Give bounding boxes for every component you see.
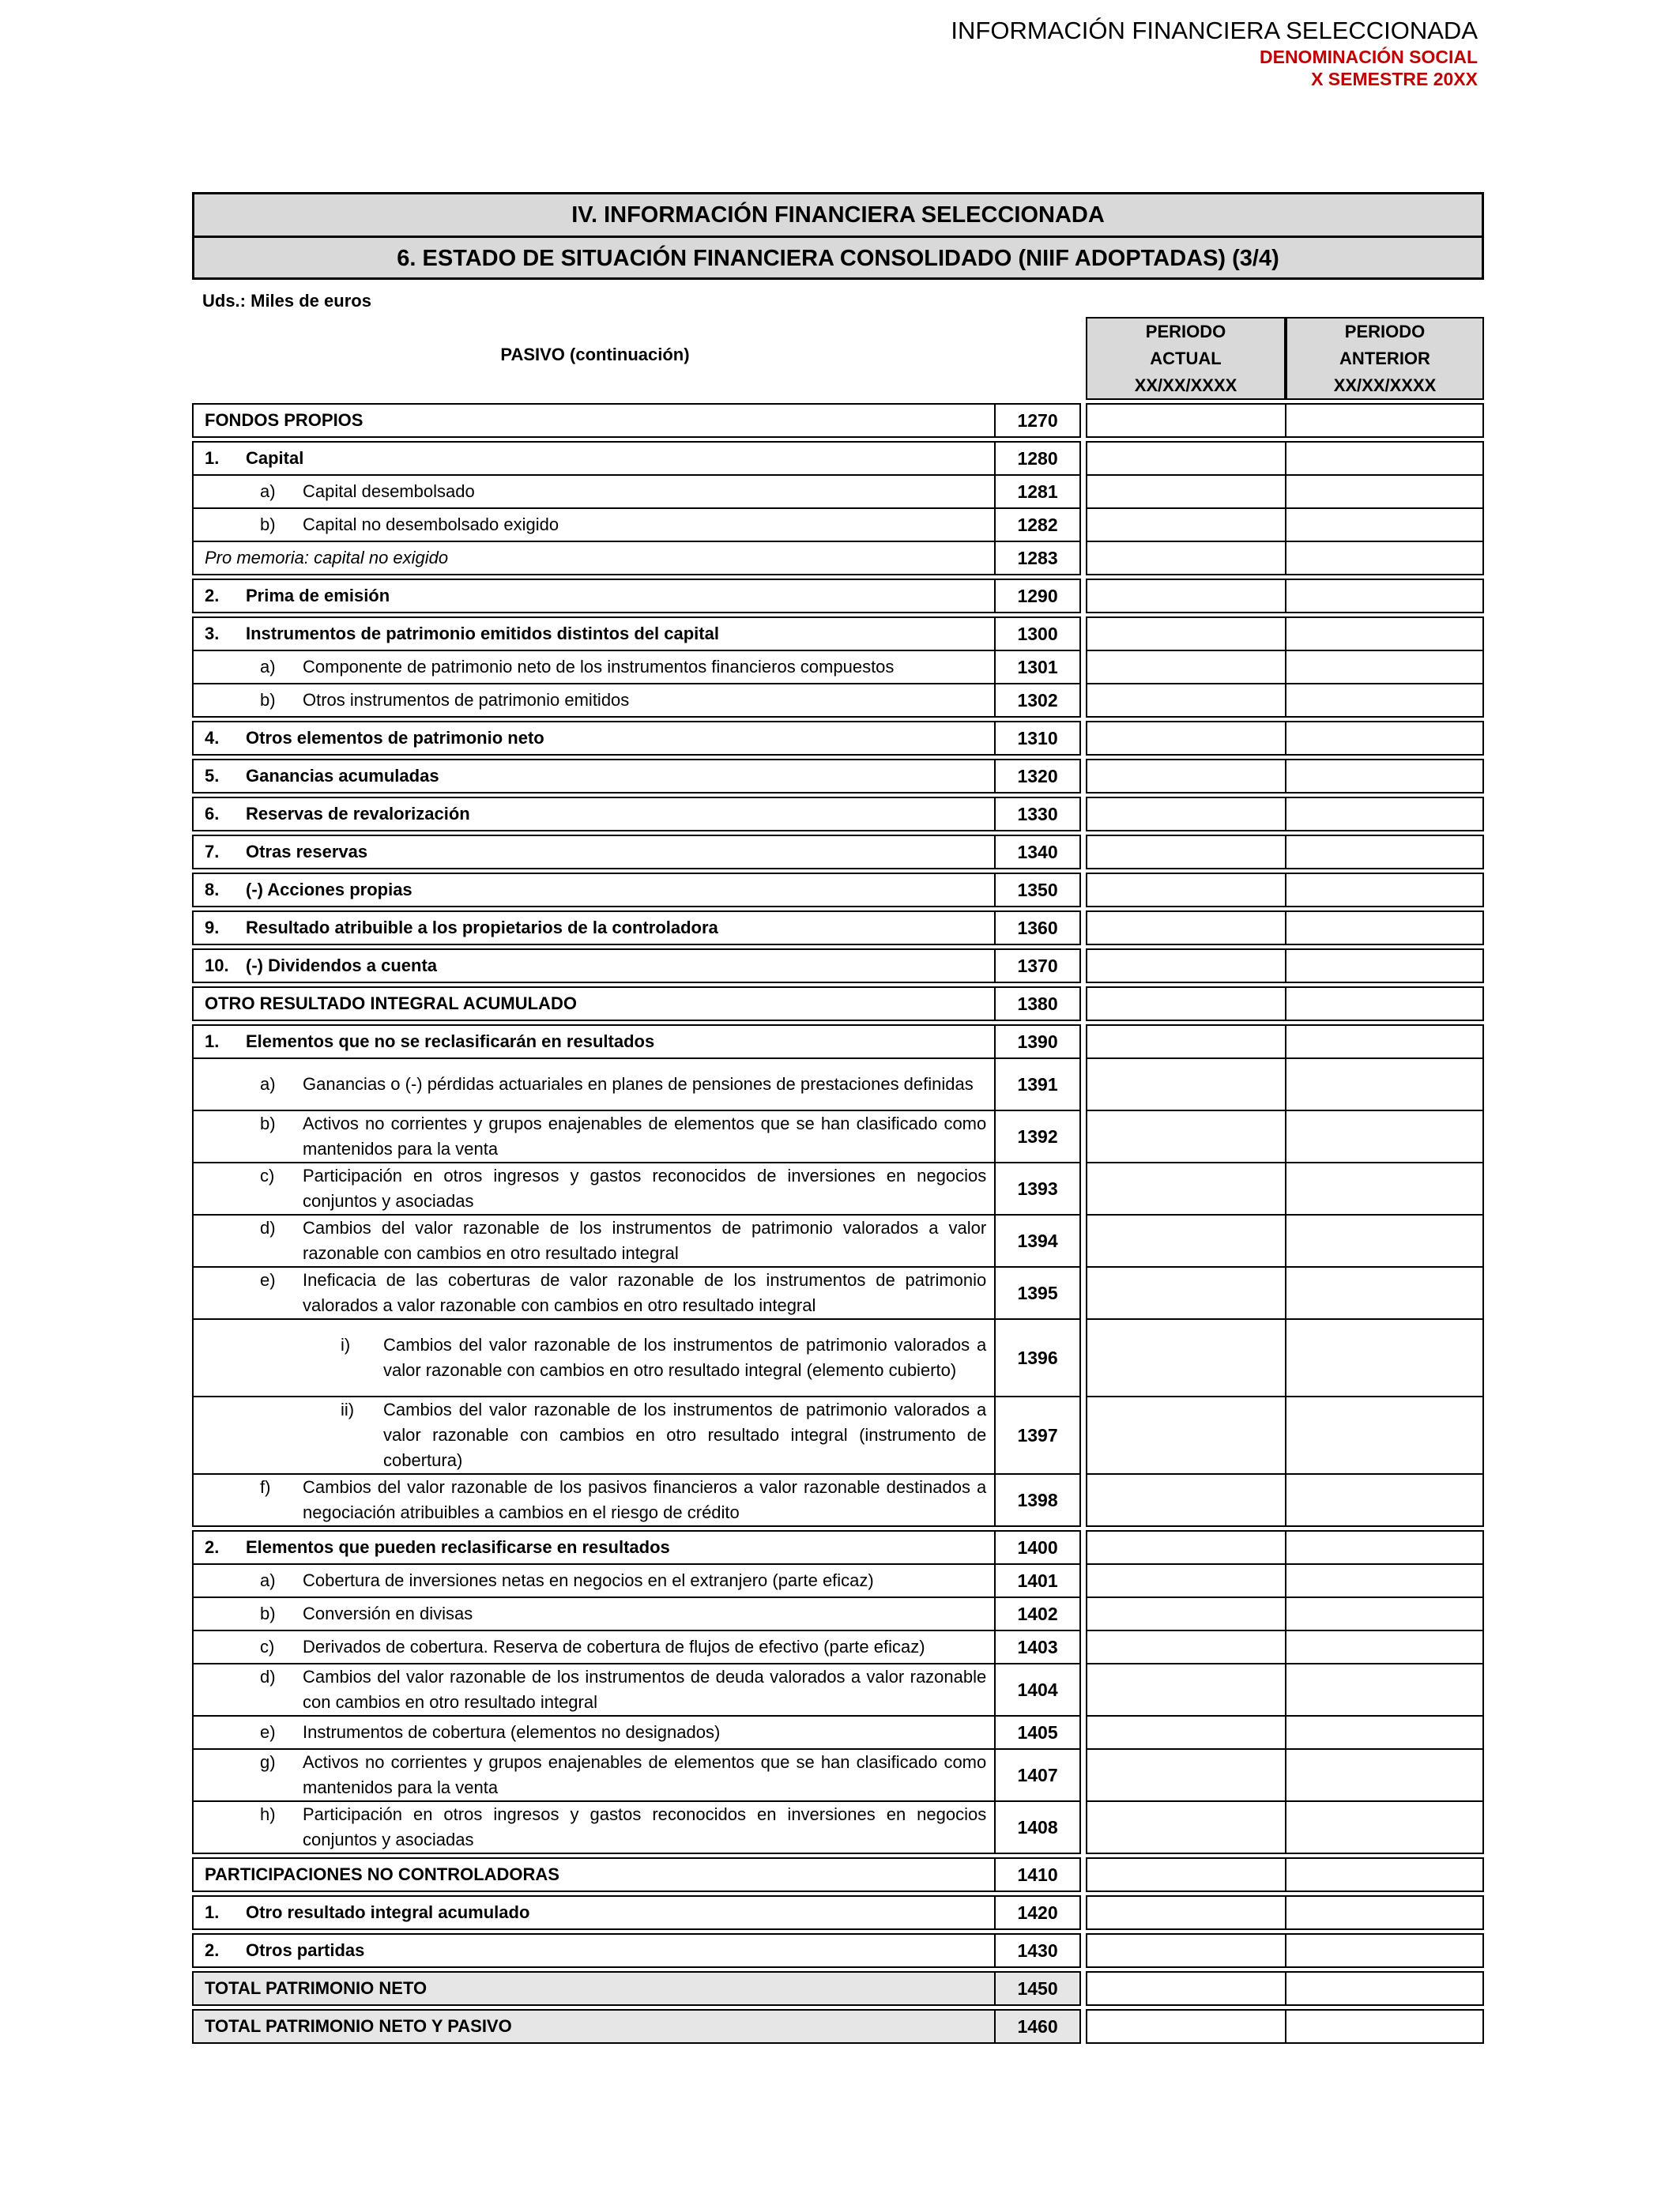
table-row [192,618,1484,651]
value-cell-periodo-anterior[interactable] [1285,1857,1484,1892]
value-cell-periodo-anterior[interactable] [1285,1473,1484,1527]
value-cell-periodo-actual[interactable] [1086,541,1286,575]
row-code: 1460 [994,2009,1081,2044]
value-cell-periodo-anterior[interactable] [1285,403,1484,438]
row-label-cell [192,507,996,542]
value-cell-periodo-anterior[interactable] [1285,1162,1484,1216]
value-cell-periodo-actual[interactable] [1086,1663,1286,1717]
row-code: 1397 [994,1396,1081,1475]
column-header-line: XX/XX/XXXX [1134,375,1237,395]
value-cell-periodo-actual[interactable] [1086,441,1286,476]
value-cell-periodo-anterior[interactable] [1285,1318,1484,1397]
value-cell-periodo-actual[interactable] [1086,650,1286,684]
value-cell-periodo-actual[interactable] [1086,1715,1286,1750]
row-code: 1396 [994,1318,1081,1397]
row-label: TOTAL PATRIMONIO NETO Y PASIVO [205,2016,512,2036]
column-header-periodo-anterior [1286,317,1484,400]
value-cell-periodo-actual[interactable] [1086,1971,1286,2006]
row-number: c) [260,1166,275,1186]
row-label: Capital desembolsado [303,481,475,501]
table-row [192,651,1484,684]
row-label: Reservas de revalorización [246,804,470,824]
row-label: Capital [246,448,304,468]
table-row [192,1631,1484,1664]
row-number: e) [260,1270,276,1290]
row-label: Cambios del valor razonable de los instrumentos de patrimonio valorados a valor razonable con cambios en otro resultado integral (instrumento de cobertura) [383,1400,987,1470]
row-label-cell [192,541,996,575]
value-cell-periodo-actual[interactable] [1086,1214,1286,1268]
table-row [192,798,1484,831]
row-number: a) [260,657,276,677]
row-code: 1300 [994,616,1081,651]
row-label-cell [192,1024,996,1059]
row-number: e) [260,1722,276,1742]
table-row [192,874,1484,907]
value-cell-periodo-actual[interactable] [1086,1857,1286,1892]
row-label: Derivados de cobertura. Reserva de cobertura de flujos de efectivo (parte eficaz) [303,1637,925,1657]
row-label: (-) Dividendos a cuenta [246,956,438,975]
value-cell-periodo-actual[interactable] [1086,1057,1286,1111]
value-cell-periodo-actual[interactable] [1086,1266,1286,1320]
value-cell-periodo-anterior[interactable] [1285,507,1484,542]
value-cell-periodo-actual[interactable] [1086,1596,1286,1631]
row-code: 1391 [994,1057,1081,1111]
row-label: Cambios del valor razonable de los instrumentos de patrimonio valorados a valor razonable con cambios en otro resultado integral [303,1218,987,1263]
row-number: a) [260,1570,276,1590]
row-code: 1301 [994,650,1081,684]
row-number: d) [260,1667,276,1687]
row-label-cell [192,616,996,651]
row-code: 1394 [994,1214,1081,1268]
table-row [192,443,1484,476]
table-row [192,1750,1484,1802]
row-code: 1450 [994,1971,1081,2006]
row-code: 1405 [994,1715,1081,1750]
value-cell-periodo-anterior[interactable] [1285,1715,1484,1750]
table-row [192,1973,1484,2006]
table-row [192,1059,1484,1111]
value-cell-periodo-actual[interactable] [1086,1933,1286,1968]
row-code: 1430 [994,1933,1081,1968]
row-code: 1320 [994,759,1081,794]
row-label: Cambios del valor razonable de los pasivos financieros a valor razonable destinados a negociación atribuibles a cambios en el riesgo de crédito [303,1477,987,1522]
row-label: Activos no corrientes y grupos enajenables de elementos que se han clasificado como mantenidos para la venta [303,1114,987,1159]
value-cell-periodo-actual[interactable] [1086,507,1286,542]
row-label: Elementos que no se reclasificarán en resultados [246,1031,655,1051]
row-label-cell [192,650,996,684]
row-label-cell [192,1162,996,1216]
row-code: 1380 [994,986,1081,1021]
value-cell-periodo-actual[interactable] [1086,1563,1286,1598]
value-cell-periodo-anterior[interactable] [1285,759,1484,794]
row-label-cell [192,683,996,718]
value-cell-periodo-anterior[interactable] [1285,1563,1484,1598]
row-code: 1281 [994,474,1081,509]
row-code: 1403 [994,1630,1081,1664]
row-number: 1. [205,448,220,468]
row-label: Cambios del valor razonable de los instrumentos de patrimonio valorados a valor razonable con cambios en otro resultado integral (elemento cubierto) [383,1335,987,1380]
row-label-cell [192,1933,996,1968]
table-row [192,1598,1484,1631]
row-code: 1330 [994,797,1081,831]
table-row [192,722,1484,756]
column-header-periodo-actual [1086,317,1286,400]
row-number: 1. [205,1902,220,1922]
section-title: IV. INFORMACIÓN FINANCIERA SELECCIONADA [194,194,1482,238]
row-label-cell [192,403,996,438]
row-label: Conversión en divisas [303,1604,473,1623]
row-label: Cobertura de inversiones netas en negocios en el extranjero (parte eficaz) [303,1570,874,1590]
pasivo-label: PASIVO (continuación) [500,345,690,364]
value-cell-periodo-anterior[interactable] [1285,683,1484,718]
value-cell-periodo-actual[interactable] [1086,1473,1286,1527]
table-row [192,1026,1484,1059]
row-code: 1270 [994,403,1081,438]
table-row [192,1565,1484,1598]
row-label-cell [192,1857,996,1892]
row-code: 1283 [994,541,1081,575]
table-row [192,1163,1484,1216]
header-company: DENOMINACIÓN SOCIAL [1260,47,1478,67]
value-cell-periodo-anterior[interactable] [1285,1214,1484,1268]
value-cell-periodo-actual[interactable] [1086,835,1286,869]
row-label-cell [192,910,996,945]
table-row [192,1216,1484,1268]
value-cell-periodo-actual[interactable] [1086,683,1286,718]
row-label: Ganancias acumuladas [246,766,439,786]
table-row [192,1717,1484,1750]
row-code: 1398 [994,1473,1081,1527]
row-code: 1290 [994,579,1081,613]
table-row [192,950,1484,983]
value-cell-periodo-anterior[interactable] [1285,873,1484,907]
row-label-cell [192,1214,996,1268]
row-number: c) [260,1637,275,1657]
table-row [192,476,1484,509]
row-label: Capital no desembolsado exigido [303,515,559,534]
row-number: b) [260,1604,276,1623]
table-row [192,1897,1484,1930]
row-number: h) [260,1804,276,1824]
row-number: b) [260,1114,276,1133]
header-period: X SEMESTRE 20XX [1311,69,1478,89]
value-cell-periodo-anterior[interactable] [1285,650,1484,684]
row-label: Resultado atribuible a los propietarios de la controladora [246,918,718,937]
column-header-line: ANTERIOR [1339,348,1430,368]
statement-title: 6. ESTADO DE SITUACIÓN FINANCIERA CONSOLIDADO (NIIF ADOPTADAS) (3/4) [397,246,1279,271]
row-code: 1410 [994,1857,1081,1892]
row-code: 1302 [994,683,1081,718]
value-cell-periodo-actual[interactable] [1086,1024,1286,1059]
value-cell-periodo-anterior[interactable] [1285,1530,1484,1565]
row-label: FONDOS PROPIOS [205,410,363,430]
row-label-cell [192,1748,996,1802]
row-label-cell [192,1630,996,1664]
row-label-cell [192,474,996,509]
table-row [192,1268,1484,1320]
row-label-cell [192,441,996,476]
row-label: Activos no corrientes y grupos enajenables de elementos que se han clasificado como mantenidos para la venta [303,1752,987,1797]
table-row [192,1532,1484,1565]
value-cell-periodo-actual[interactable] [1086,1895,1286,1930]
row-number: a) [260,481,276,501]
table-row [192,912,1484,945]
row-label-cell [192,1396,996,1475]
row-label-cell [192,1530,996,1565]
value-cell-periodo-actual[interactable] [1086,403,1286,438]
value-cell-periodo-anterior[interactable] [1285,616,1484,651]
row-number: i) [341,1335,351,1355]
section-title-box [192,192,1484,280]
row-label: Elementos que pueden reclasificarse en resultados [246,1537,670,1557]
row-number: 2. [205,1537,220,1557]
value-cell-periodo-anterior[interactable] [1285,1748,1484,1802]
value-cell-periodo-actual[interactable] [1086,910,1286,945]
row-label-cell [192,1663,996,1717]
row-number: 5. [205,766,220,786]
row-label-cell [192,579,996,613]
row-code: 1402 [994,1596,1081,1631]
value-cell-periodo-anterior[interactable] [1285,1596,1484,1631]
row-label: Otro resultado integral acumulado [246,1902,530,1922]
row-label-cell [192,1800,996,1854]
value-cell-periodo-actual[interactable] [1086,797,1286,831]
value-cell-periodo-actual[interactable] [1086,759,1286,794]
row-code: 1390 [994,1024,1081,1059]
table-row [192,1664,1484,1717]
row-code: 1401 [994,1563,1081,1598]
table-row [192,1397,1484,1475]
row-label: Pro memoria: capital no exigido [205,548,449,567]
row-number: 3. [205,624,220,643]
row-label: (-) Acciones propias [246,880,412,899]
table-row [192,405,1484,438]
row-code: 1280 [994,441,1081,476]
row-label-cell [192,1715,996,1750]
value-cell-periodo-actual[interactable] [1086,948,1286,983]
row-number: g) [260,1752,276,1772]
value-cell-periodo-anterior[interactable] [1285,1800,1484,1854]
row-number: 7. [205,842,220,861]
row-label-cell [192,835,996,869]
row-number: 6. [205,804,220,824]
row-code: 1392 [994,1110,1081,1163]
row-number: a) [260,1074,276,1094]
value-cell-periodo-anterior[interactable] [1285,948,1484,983]
page-header [951,16,1478,90]
value-cell-periodo-actual[interactable] [1086,721,1286,756]
value-cell-periodo-anterior[interactable] [1285,579,1484,613]
row-label: Ganancias o (-) pérdidas actuariales en planes de pensiones de prestaciones definidas [303,1074,974,1094]
row-label-cell [192,759,996,794]
row-label-cell [192,1318,996,1397]
row-label: Instrumentos de patrimonio emitidos distintos del capital [246,624,719,643]
row-number: 4. [205,728,220,748]
table-row [192,509,1484,542]
table-row [192,1475,1484,1527]
units-label: Uds.: Miles de euros [202,291,371,311]
value-cell-periodo-anterior[interactable] [1285,441,1484,476]
value-cell-periodo-anterior[interactable] [1285,910,1484,945]
row-number: 9. [205,918,220,937]
row-number: f) [260,1477,271,1497]
row-code: 1350 [994,873,1081,907]
table-row [192,1935,1484,1968]
row-code: 1282 [994,507,1081,542]
row-number: b) [260,690,276,710]
row-label: Otros instrumentos de patrimonio emitidos [303,690,630,710]
value-cell-periodo-actual[interactable] [1086,579,1286,613]
value-cell-periodo-anterior[interactable] [1285,1266,1484,1320]
column-header-line: PERIODO [1145,321,1226,341]
value-cell-periodo-anterior[interactable] [1285,1057,1484,1111]
value-cell-periodo-anterior[interactable] [1285,1630,1484,1664]
row-number: ii) [341,1400,355,1419]
table-row [192,1802,1484,1854]
value-cell-periodo-anterior[interactable] [1285,1024,1484,1059]
row-label: Otros partidas [246,1940,365,1960]
value-cell-periodo-anterior[interactable] [1285,835,1484,869]
table-row [192,1859,1484,1892]
row-label-cell [192,1266,996,1320]
value-cell-periodo-anterior[interactable] [1285,474,1484,509]
row-code: 1404 [994,1663,1081,1717]
row-code: 1408 [994,1800,1081,1854]
column-header-line: XX/XX/XXXX [1333,375,1437,395]
value-cell-periodo-anterior[interactable] [1285,1895,1484,1930]
value-cell-periodo-anterior[interactable] [1285,1396,1484,1475]
row-label-cell [192,1563,996,1598]
row-code: 1310 [994,721,1081,756]
value-cell-periodo-actual[interactable] [1086,1530,1286,1565]
value-cell-periodo-actual[interactable] [1086,1318,1286,1397]
row-label-cell [192,1057,996,1111]
table-row [192,1111,1484,1163]
row-code: 1400 [994,1530,1081,1565]
row-label: Participación en otros ingresos y gastos reconocidos en inversiones en negocios conjuntos y asociadas [303,1804,987,1849]
value-cell-periodo-actual[interactable] [1086,616,1286,651]
column-header-line: ACTUAL [1150,348,1222,368]
value-cell-periodo-actual[interactable] [1086,474,1286,509]
row-number: b) [260,515,276,534]
value-cell-periodo-actual[interactable] [1086,1110,1286,1163]
value-cell-periodo-anterior[interactable] [1285,2009,1484,2044]
row-label: Otros elementos de patrimonio neto [246,728,544,748]
row-label: Cambios del valor razonable de los instrumentos de deuda valorados a valor razonable con cambios en otro resultado integral [303,1667,987,1712]
column-header-line: PERIODO [1344,321,1426,341]
row-label: Ineficacia de las coberturas de valor razonable de los instrumentos de patrimonio valorados a valor razonable con cambios en otro resultado integral [303,1270,987,1315]
row-label-cell [192,948,996,983]
row-number: 2. [205,1940,220,1960]
row-code: 1370 [994,948,1081,983]
row-number: 10. [205,956,229,975]
row-label: Instrumentos de cobertura (elementos no designados) [303,1722,721,1742]
table-row [192,684,1484,718]
value-cell-periodo-anterior[interactable] [1285,1933,1484,1968]
value-cell-periodo-actual[interactable] [1086,1800,1286,1854]
header-title: INFORMACIÓN FINANCIERA SELECCIONADA [951,17,1478,44]
row-code: 1340 [994,835,1081,869]
row-label-cell [192,1596,996,1631]
row-code: 1407 [994,1748,1081,1802]
value-cell-periodo-actual[interactable] [1086,1748,1286,1802]
table-row [192,580,1484,613]
row-code: 1393 [994,1162,1081,1216]
row-label-cell [192,986,996,1021]
row-code: 1395 [994,1266,1081,1320]
row-label-cell [192,797,996,831]
row-number: 1. [205,1031,220,1051]
table-row [192,836,1484,869]
table-row [192,2011,1484,2044]
row-label: Componente de patrimonio neto de los instrumentos financieros compuestos [303,657,895,677]
row-number: d) [260,1218,276,1238]
value-cell-periodo-actual[interactable] [1086,986,1286,1021]
value-cell-periodo-anterior[interactable] [1285,1971,1484,2006]
row-label-cell [192,2009,996,2044]
value-cell-periodo-actual[interactable] [1086,1630,1286,1664]
row-label: Otras reservas [246,842,368,861]
table-row [192,760,1484,794]
row-label-cell [192,873,996,907]
row-label: Participación en otros ingresos y gastos reconocidos de inversiones en negocios conjuntos y asociadas [303,1166,987,1211]
row-number: 2. [205,586,220,605]
value-cell-periodo-anterior[interactable] [1285,797,1484,831]
table-row [192,1320,1484,1397]
balance-sheet-table [192,405,1484,2044]
value-cell-periodo-anterior[interactable] [1285,1110,1484,1163]
value-cell-periodo-anterior[interactable] [1285,1663,1484,1717]
row-label-cell [192,1971,996,2006]
table-row [192,988,1484,1021]
row-label: PARTICIPACIONES NO CONTROLADORAS [205,1864,559,1884]
value-cell-periodo-actual[interactable] [1086,1162,1286,1216]
row-number: 8. [205,880,220,899]
row-label: OTRO RESULTADO INTEGRAL ACUMULADO [205,993,577,1013]
value-cell-periodo-actual[interactable] [1086,2009,1286,2044]
row-label: TOTAL PATRIMONIO NETO [205,1978,428,1998]
row-code: 1360 [994,910,1081,945]
row-label-cell [192,1895,996,1930]
row-label-cell [192,721,996,756]
value-cell-periodo-anterior[interactable] [1285,541,1484,575]
row-label: Prima de emisión [246,586,390,605]
value-cell-periodo-anterior[interactable] [1285,721,1484,756]
value-cell-periodo-actual[interactable] [1086,873,1286,907]
value-cell-periodo-anterior[interactable] [1285,986,1484,1021]
value-cell-periodo-actual[interactable] [1086,1396,1286,1475]
table-row [192,542,1484,575]
row-label-cell [192,1473,996,1527]
row-code: 1420 [994,1895,1081,1930]
row-label-cell [192,1110,996,1163]
